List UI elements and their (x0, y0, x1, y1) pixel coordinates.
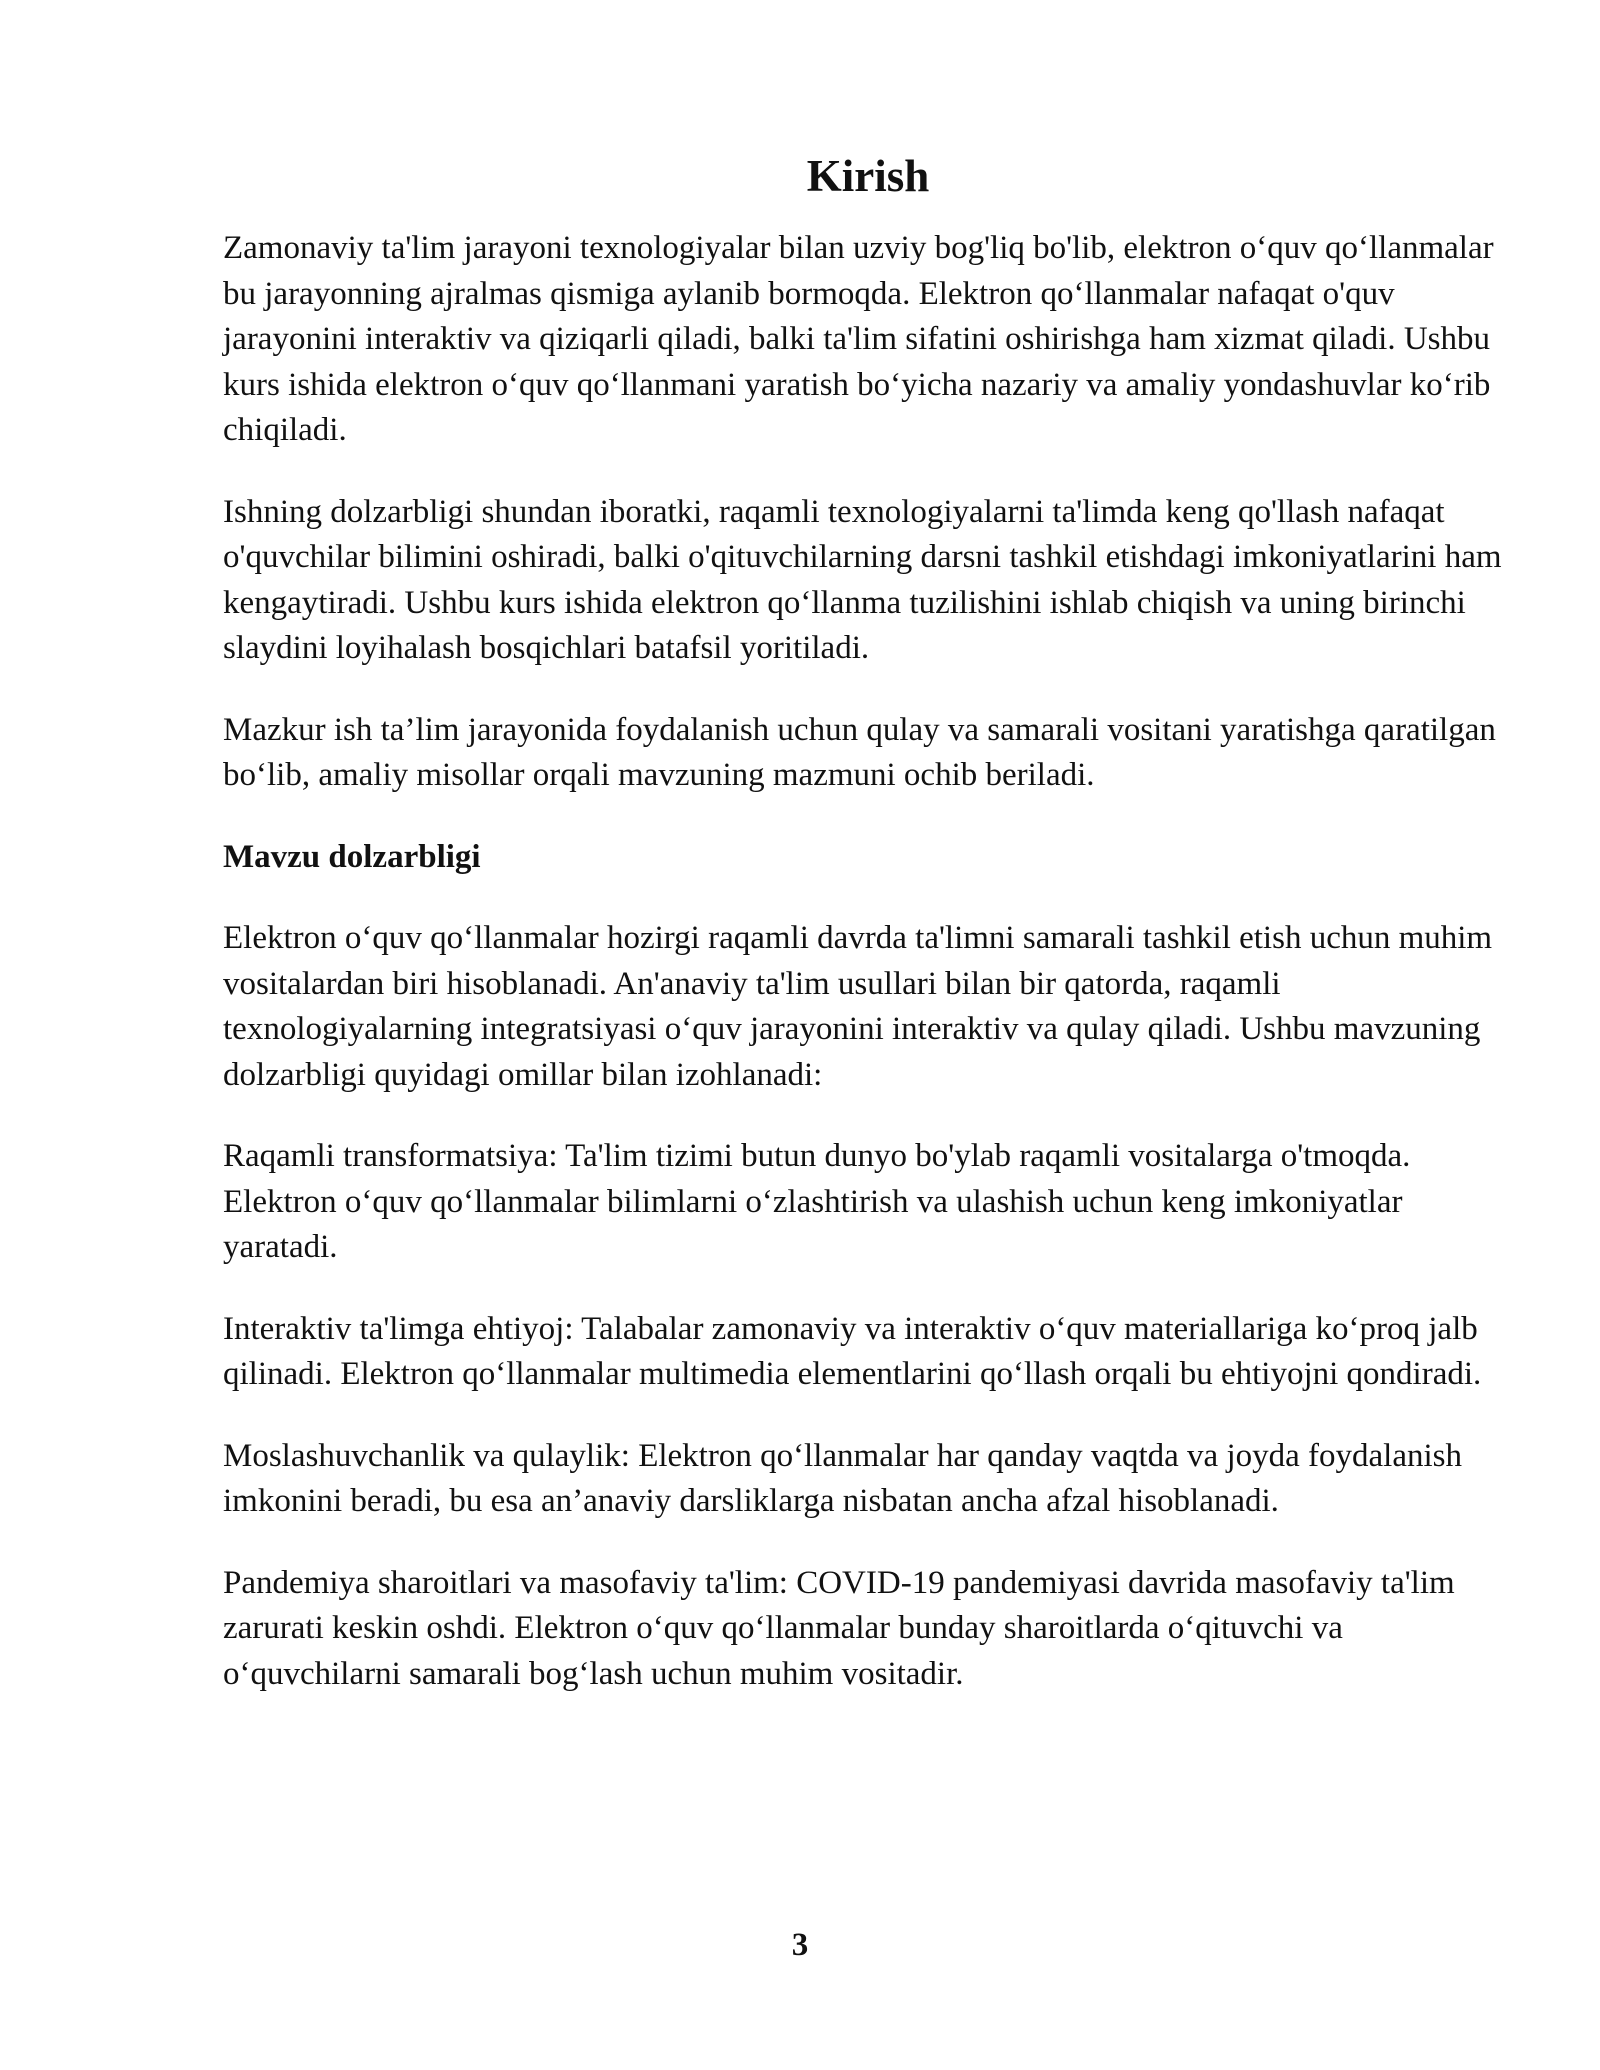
relevance-paragraph-4: Moslashuvchanlik va qulaylik: Elektron qo‘llanmalar har qanday vaqtda va joyda foydalanish imkonini beradi, bu esa an’anaviy darsliklarga nisbatan ancha afzal hisoblanadi. (223, 1437, 1462, 1519)
page-title: Kirish (806, 151, 930, 201)
relevance-paragraph-3: Interaktiv ta'limga ehtiyoj: Talabalar zamonaviy va interaktiv o‘quv materiallariga ko‘proq jalb qilinadi. Elektron qo‘llanmalar multimedia elementlarini qo‘llash orqali bu ehtiyojni qondiradi. (223, 1310, 1482, 1392)
intro-paragraph-1: Zamonaviy ta'lim jarayoni texnologiyalar bilan uzviy bog'liq bo'lib, elektron o‘quv qo‘llanmalar bu jarayonning ajralmas qismiga aylanib bormoqda. Elektron qo‘llanmalar nafaqat o'quv jarayonini interaktiv va qiziqarli qiladi, balki ta'lim sifatini oshirishga ham xizmat qiladi. Ushbu kurs ishida elektron o‘quv qo‘llanmani yaratish bo‘yicha nazariy va amaliy yondashuvlar ko‘rib chiqiladi. (223, 230, 1494, 448)
relevance-paragraph-2: Raqamli transformatsiya: Ta'lim tizimi butun dunyo bo'ylab raqamli vositalarga o'tmoqda. Elektron o‘quv qo‘llanmalar bilimlarni o‘zlashtirish va ulashish uchun keng imkoniyatlar yaratadi. (223, 1138, 1411, 1265)
page-number: 3 (791, 1927, 809, 1963)
intro-paragraph-2: Ishning dolzarbligi shundan iboratki, raqamli texnologiyalarni ta'limda keng qo'llash nafaqat o'quvchilar bilimini oshiradi, balki o'qituvchilarning darsni tashkil etishdagi imkoniyatlarini ham kengaytiradi. Ushbu kurs ishida elektron qo‘llanma tuzilishini ishlab chiqish va uning birinchi slaydini loyihalash bosqichlari batafsil yoritiladi. (223, 493, 1502, 666)
section-heading: Mavzu dolzarbligi (223, 838, 481, 875)
document-page (223, 150, 1523, 1733)
relevance-paragraph-5: Pandemiya sharoitlari va masofaviy ta'lim: COVID-19 pandemiyasi davrida masofaviy ta'lim zarurati keskin oshdi. Elektron o‘quv qo‘llanmalar bunday sharoitlarda o‘qituvchi va o‘quvchilarni samarali bog‘lash uchun muhim vositadir. (223, 1564, 1455, 1692)
relevance-paragraph-1: Elektron o‘quv qo‘llanmalar hozirgi raqamli davrda ta'limni samarali tashkil etish uchun muhim vositalardan biri hisoblanadi. An'anaviy ta'lim usullari bilan bir qatorda, raqamli texnologiyalarning integratsiyasi o‘quv jarayonini interaktiv va qulay qiladi. Ushbu mavzuning dolzarbligi quyidagi omillar bilan izohlanadi: (223, 920, 1493, 1093)
intro-paragraph-3: Mazkur ish ta’lim jarayonida foydalanish uchun qulay va samarali vositani yaratishga qaratilgan bo‘lib, amaliy misollar orqali mavzuning mazmuni ochib beriladi. (223, 711, 1496, 793)
